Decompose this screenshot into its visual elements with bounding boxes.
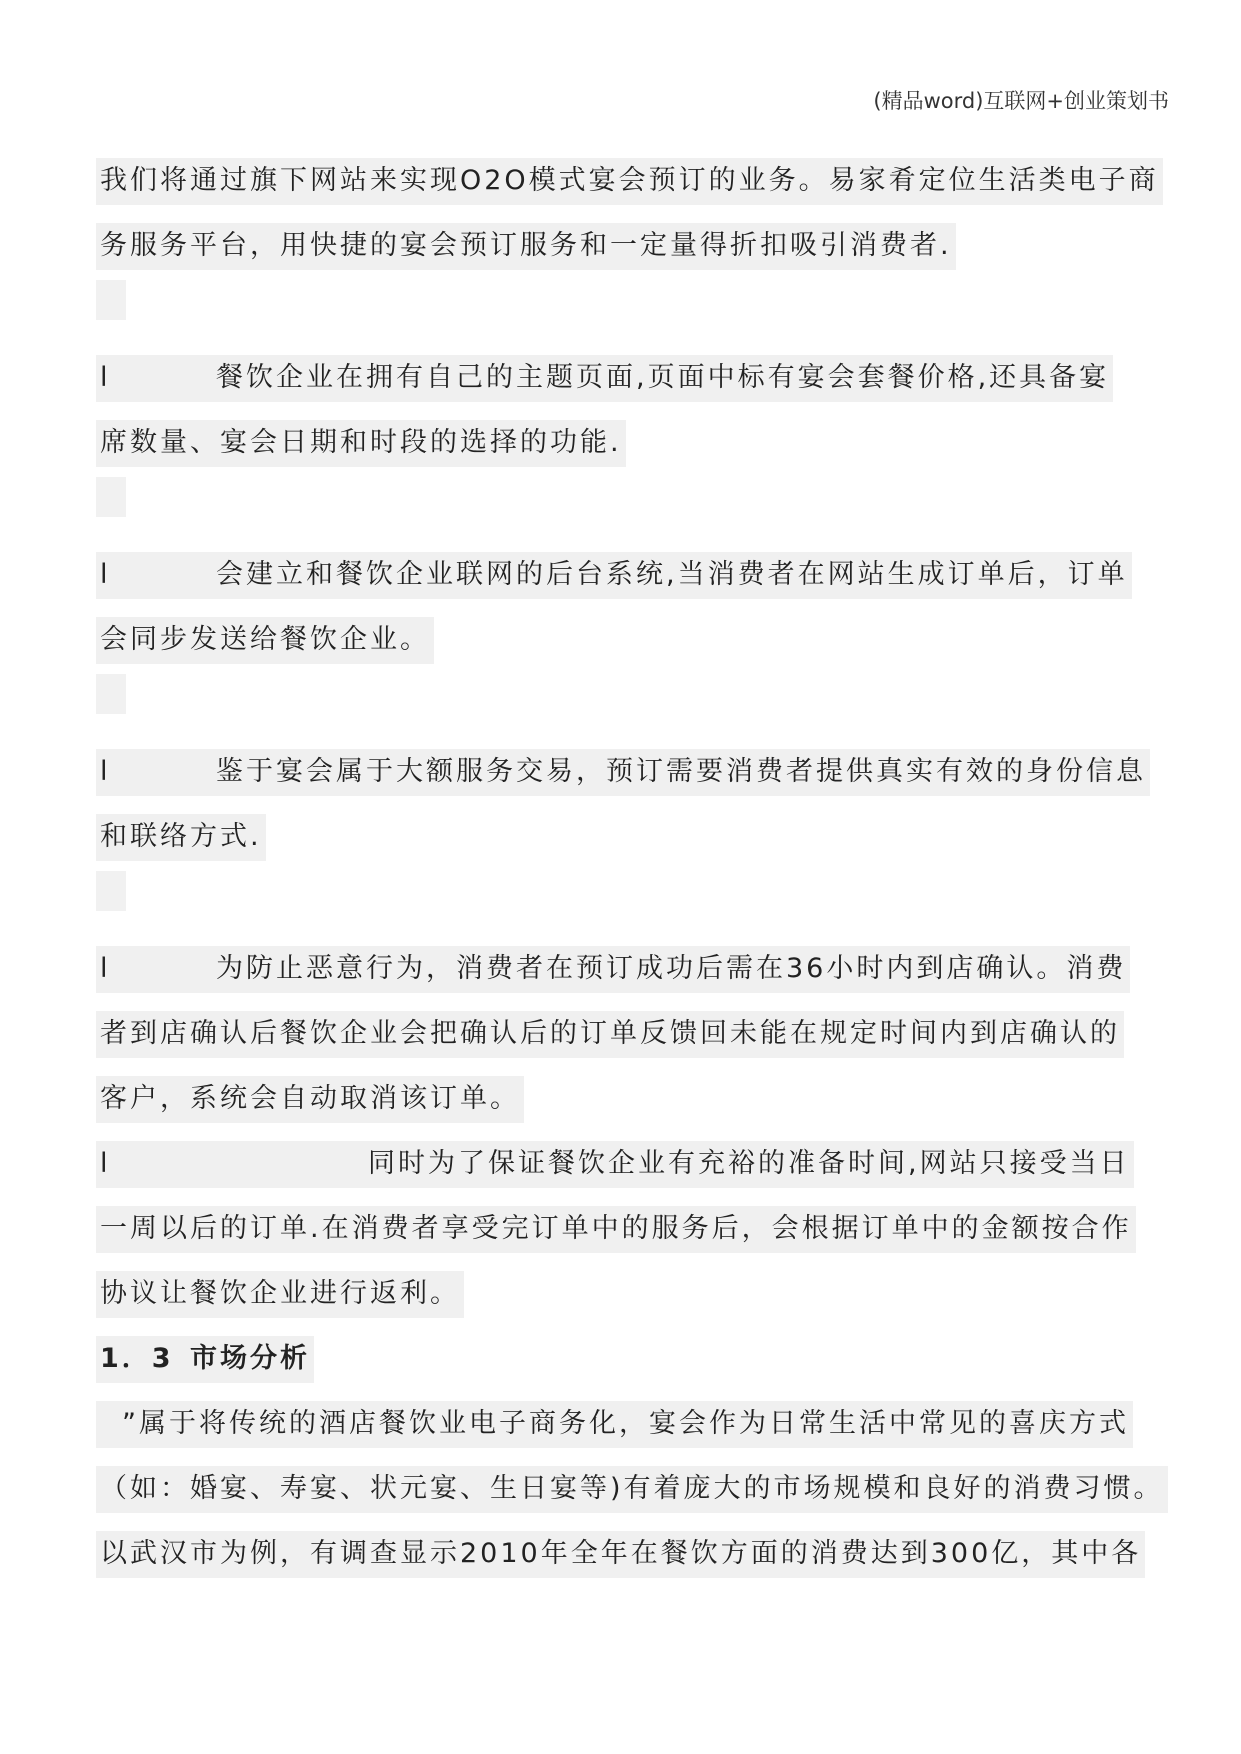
blank-highlight xyxy=(96,871,126,911)
paragraph-line: 务服务平台，用快捷的宴会预订服务和一定量得折扣吸引消费者. xyxy=(96,223,956,270)
bullet-item-confirmation xyxy=(100,938,1180,1133)
paragraph-line: 会同步发送给餐饮企业。 xyxy=(96,617,434,664)
paragraph-line: ”属于将传统的酒店餐饮业电子商务化，宴会作为日常生活中常见的喜庆方式 xyxy=(96,1401,1133,1448)
paragraph-line: 席数量、宴会日期和时段的选择的功能. xyxy=(96,420,626,467)
paragraph-line: 协议让餐饮企业进行返利。 xyxy=(96,1271,464,1318)
bullet-marker: l xyxy=(100,1148,108,1179)
section-number: 1．3 xyxy=(100,1343,174,1374)
bullet-item-rebate xyxy=(100,1133,1180,1328)
bullet-marker: l xyxy=(100,362,108,393)
running-header: (精品word)互联网+创业策划书 xyxy=(873,89,1169,113)
paragraph-line: 餐饮企业在拥有自己的主题页面,页面中标有宴会套餐价格,还具备宴 xyxy=(216,362,1110,393)
document-body xyxy=(100,150,1180,1588)
paragraph-line: （如：婚宴、寿宴、状元宴、生日宴等)有着庞大的市场规模和良好的消费习惯。 xyxy=(96,1466,1168,1513)
paragraph-line: 者到店确认后餐饮企业会把确认后的订单反馈回未能在规定时间内到店确认的 xyxy=(96,1011,1124,1058)
section-heading-market-analysis xyxy=(100,1328,1180,1393)
blank-highlight xyxy=(96,674,126,714)
paragraph-line: 为防止恶意行为，消费者在预订成功后需在36小时内到店确认。消费 xyxy=(216,953,1127,984)
bullet-marker: l xyxy=(100,559,108,590)
paragraph-line: 和联络方式. xyxy=(96,814,266,861)
paragraph-line: 一周以后的订单.在消费者享受完订单中的服务后，会根据订单中的金额按合作 xyxy=(96,1206,1136,1253)
paragraph-market-analysis xyxy=(100,1393,1180,1588)
paragraph-line: 以武汉市为例，有调查显示2010年全年在餐饮方面的消费达到300亿，其中各 xyxy=(96,1531,1145,1578)
section-title: 市场分析 xyxy=(190,1343,310,1374)
paragraph-line: 客户，系统会自动取消该订单。 xyxy=(96,1076,524,1123)
paragraph-line: 鉴于宴会属于大额服务交易，预订需要消费者提供真实有效的身份信息 xyxy=(216,756,1146,787)
blank-highlight xyxy=(96,280,126,320)
bullet-item-identity-info xyxy=(100,741,1180,871)
bullet-marker: l xyxy=(100,756,108,787)
paragraph-o2o-intro xyxy=(100,150,1180,280)
blank-highlight xyxy=(96,477,126,517)
paragraph-line: 同时为了保证餐饮企业有充裕的准备时间,网站只接受当日 xyxy=(368,1148,1130,1179)
bullet-item-theme-page xyxy=(100,347,1180,477)
bullet-marker: l xyxy=(100,953,108,984)
bullet-item-backend-system xyxy=(100,544,1180,674)
paragraph-line: 会建立和餐饮企业联网的后台系统,当消费者在网站生成订单后，订单 xyxy=(216,559,1128,590)
paragraph-line: 我们将通过旗下网站来实现O2O模式宴会预订的业务。易家肴定位生活类电子商 xyxy=(96,158,1163,205)
